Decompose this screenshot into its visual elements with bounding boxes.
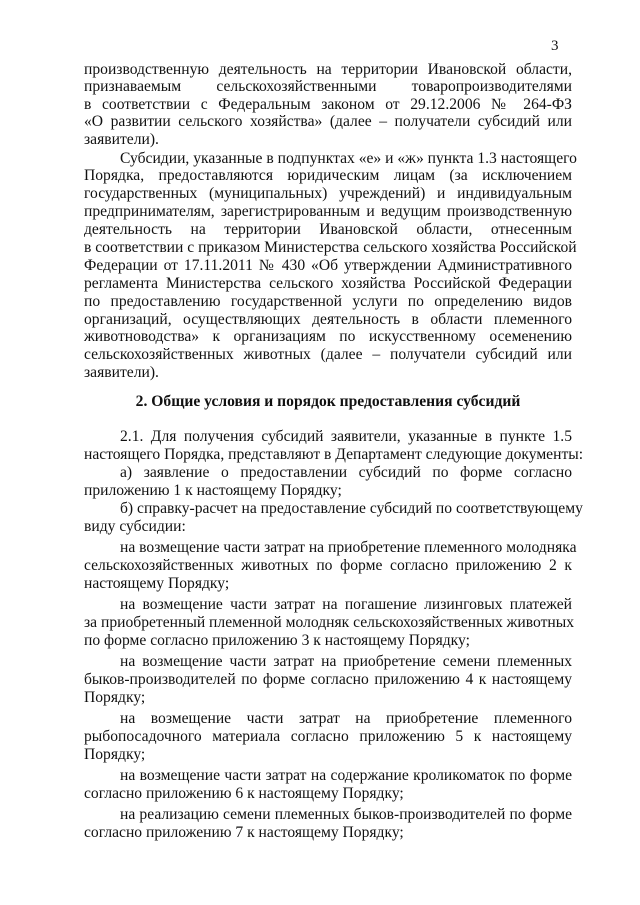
text-line: на возмещение части затрат на приобретение племенного молодняка <box>120 539 577 556</box>
text-line: заявители). <box>84 364 159 381</box>
text-line: Федерации от 17.11.2011 № 430 «Об утверждении Административного <box>84 257 572 274</box>
text-line: по предоставлению государственной услуги по определению видов <box>84 293 572 310</box>
text-line: по форме согласно приложению 3 к настоящему Порядку; <box>84 632 470 649</box>
text-line: сельскохозяйственных животных по форме согласно приложению 2 к <box>84 557 572 574</box>
text-line: организаций, осуществляющих деятельность в области племенного <box>84 311 572 328</box>
section-heading: 2. Общие условия и порядок предоставления субсидий <box>135 393 521 410</box>
text-line: настоящего Порядка, представляют в Департамент следующие документы: <box>84 446 584 463</box>
text-line: Порядку; <box>84 746 146 763</box>
text-line: на возмещение части затрат на приобретение племенного <box>120 710 572 727</box>
text-line: приложению 1 к настоящему Порядку; <box>84 482 342 499</box>
text-line: регламента Министерства сельского хозяйства Российской Федерации <box>84 275 572 292</box>
text-line: настоящему Порядку; <box>84 575 230 592</box>
text-line: а) заявление о предоставлении субсидий по форме согласно <box>120 464 572 481</box>
text-line: рыбопосадочного материала согласно приложению 5 к настоящему <box>84 728 572 745</box>
text-line: быков-производителей по форме согласно приложению 4 к настоящему <box>84 671 572 688</box>
text-line: в соответствии с приказом Министерства сельского хозяйства Российской <box>84 239 577 256</box>
text-line: на возмещение части затрат на содержание кроликоматок по форме <box>120 767 572 784</box>
text-line: согласно приложению 7 к настоящему Порядку; <box>84 824 404 841</box>
text-line: 2.1. Для получения субсидий заявители, указанные в пункте 1.5 <box>120 428 572 445</box>
text-line: в соответствии с Федеральным законом от 29.12.2006 № 264-ФЗ <box>84 96 572 113</box>
text-line: «О развитии сельского хозяйства» (далее – получатели субсидий или <box>84 113 572 130</box>
text-line: животноводства» к организациям по искусственному осеменению <box>84 328 572 345</box>
text-line: признаваемым сельскохозяйственными товаропроизводителями <box>84 78 572 95</box>
text-line: на возмещение части затрат на приобретение семени племенных <box>120 653 572 670</box>
text-line: на реализацию семени племенных быков-производителей по форме <box>120 806 572 823</box>
text-line: государственных (муниципальных) учреждений) и индивидуальным <box>84 185 572 202</box>
text-line: производственную деятельность на территории Ивановской области, <box>84 61 572 78</box>
text-line: сельскохозяйственных животных (далее – получатели субсидий или <box>84 346 572 363</box>
text-line: б) справку-расчет на предоставление субсидий по соответствующему <box>120 500 583 517</box>
text-line: виду субсидии: <box>84 518 186 535</box>
text-line: за приобретенный племенной молодняк сельскохозяйственных животных <box>84 614 575 631</box>
text-line: согласно приложению 6 к настоящему Порядку; <box>84 785 404 802</box>
text-line: Порядка, предоставляются юридическим лицам (за исключением <box>84 167 572 184</box>
text-line: Субсидии, указанные в подпунктах «е» и «ж» пункта 1.3 настоящего <box>120 150 577 167</box>
text-line: заявители). <box>84 131 159 148</box>
page-number: 3 <box>551 38 559 54</box>
text-line: деятельность на территории Ивановской области, отнесенным <box>84 221 572 238</box>
text-line: на возмещение части затрат на погашение лизинговых платежей <box>120 596 572 613</box>
text-line: предпринимателям, зарегистрированным и ведущим производственную <box>84 203 572 220</box>
text-line: Порядку; <box>84 689 146 706</box>
